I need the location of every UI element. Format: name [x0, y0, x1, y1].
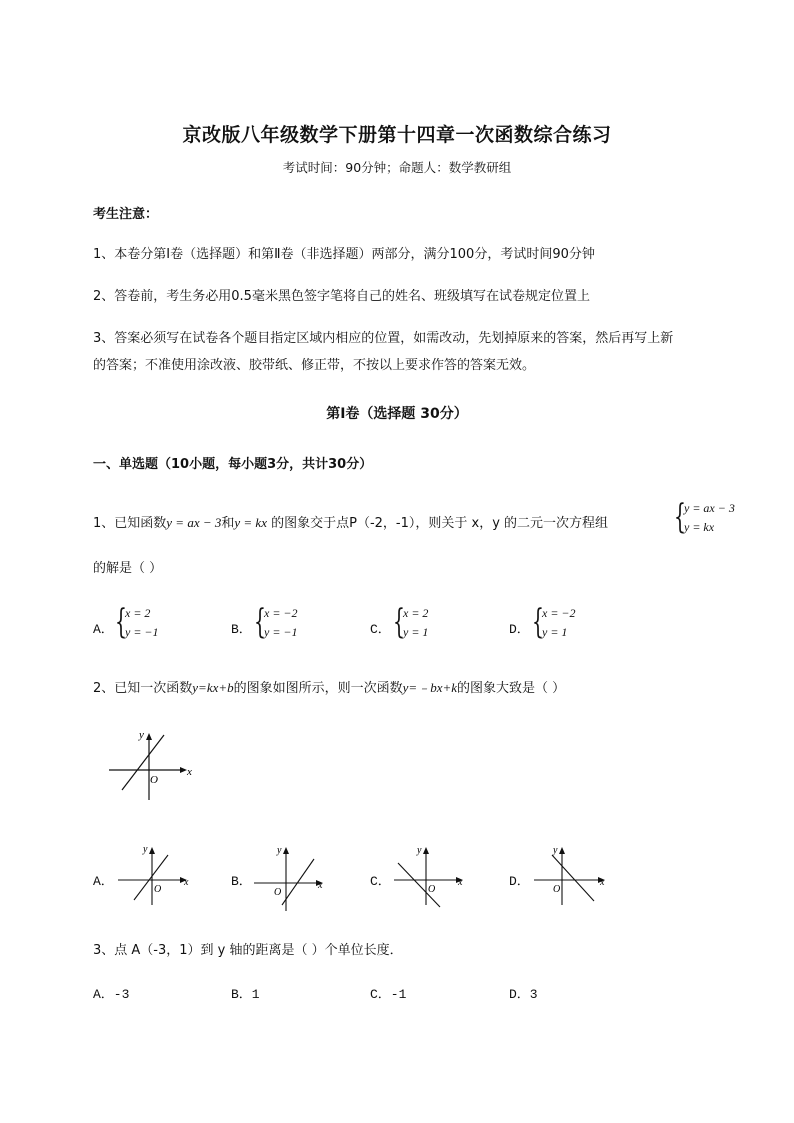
- q2-middle-text: 的图象如图所示，则一次函数: [233, 681, 403, 696]
- notice-item-2: 2、答卷前，考生务必用0.5毫米黑色签字笔将自己的姓名、班级填写在试卷规定位置上: [93, 289, 590, 304]
- q2-function-2: y=﹣bx+k: [402, 680, 458, 695]
- notice-item-3-line-1: 3、答案必须写在试卷各个题目指定区域内相应的位置，如需改动，先划掉原来的答案，然后再写上新: [93, 331, 674, 346]
- notice-heading: 考生注意：: [93, 207, 159, 222]
- part-1-title: 第I卷（选择题 30分）: [326, 406, 468, 422]
- brace-icon: {: [115, 602, 127, 642]
- q1-option-b-line-2: y = −1: [264, 625, 298, 639]
- y-axis-arrow-icon: [149, 847, 155, 854]
- q2-option-a-graph[interactable]: [116, 843, 192, 909]
- y-axis-label: y: [139, 729, 144, 741]
- notice-item-1: 1、本卷分第I卷（选择题）和第Ⅱ卷（非选择题）两部分，满分100分，考试时间90分钟: [93, 247, 595, 262]
- y-axis-arrow-icon: [146, 733, 152, 740]
- q2-option-d-graph[interactable]: [532, 843, 612, 909]
- brace-icon: {: [532, 602, 544, 642]
- y-axis-arrow-icon: [423, 847, 429, 854]
- brace-icon: {: [254, 602, 266, 642]
- origin-label: O: [553, 884, 561, 895]
- brace-icon: {: [674, 497, 686, 537]
- q1-option-c-label[interactable]: C．: [370, 622, 391, 637]
- q2-given-graph: [105, 728, 195, 803]
- q1-option-b-system[interactable]: [254, 602, 298, 642]
- function-line: [282, 859, 314, 905]
- q1-option-c-line-2: y = 1: [403, 625, 429, 639]
- q1-prefix: 1、已知函数: [93, 516, 167, 531]
- q2-suffix: 的图象大致是（ ）: [457, 681, 566, 696]
- y-axis-label: y: [553, 845, 558, 856]
- q1-function-2: y = kx: [234, 515, 267, 530]
- q1-option-c-line-1: x = 2: [403, 606, 429, 620]
- q1-option-d-system[interactable]: [532, 602, 576, 642]
- q3-option-d[interactable]: D．3: [509, 987, 538, 1002]
- y-axis-arrow-icon: [283, 847, 289, 854]
- origin-label: O: [154, 884, 162, 895]
- origin-label: O: [274, 887, 282, 898]
- q1-option-d-line-1: x = −2: [542, 606, 576, 620]
- origin-label: O: [428, 884, 436, 895]
- q1-option-a-line-1: x = 2: [125, 606, 151, 620]
- q1-option-c-system[interactable]: [393, 602, 429, 642]
- x-axis-label: x: [318, 880, 323, 891]
- y-axis-label: y: [143, 844, 148, 855]
- q1-and: 和: [221, 516, 235, 531]
- question-1-stem: [93, 512, 608, 531]
- function-line: [134, 855, 168, 900]
- y-axis-label: y: [417, 845, 422, 856]
- notice-item-3-line-2: 的答案；不准使用涂改液、胶带纸、修正带，不按以上要求作答的答案无效。: [93, 358, 536, 373]
- q1-option-d-label[interactable]: D．: [509, 622, 530, 637]
- q1-option-a-system[interactable]: [115, 602, 159, 642]
- q1-option-a-label[interactable]: A．: [93, 622, 114, 637]
- question-3-stem: 3、点 A（-3，1）到 y 轴的距离是（ ）个单位长度．: [93, 943, 403, 958]
- q2-option-c-label[interactable]: C．: [370, 874, 391, 889]
- x-axis-label: x: [184, 877, 189, 888]
- x-axis-label: x: [600, 877, 605, 888]
- q2-option-c-graph[interactable]: [392, 843, 468, 909]
- page-subtitle: 考试时间：90分钟；命题人：数学教研组: [282, 160, 512, 175]
- x-axis-arrow-icon: [180, 767, 187, 773]
- y-axis-arrow-icon: [559, 847, 565, 854]
- q1-function-1: y = ax − 3: [166, 515, 222, 530]
- brace-icon: {: [393, 602, 405, 642]
- q2-prefix: 2、已知一次函数: [93, 681, 193, 696]
- y-axis-label: y: [277, 845, 282, 856]
- q1-equation-system: [674, 497, 735, 537]
- q1-suffix: 的解是（ ）: [93, 561, 163, 576]
- x-axis-label: x: [458, 877, 463, 888]
- q1-middle-text: 的图象交于点P（-2，-1），则关于 x，y 的二元一次方程组: [271, 516, 609, 531]
- q2-option-d-label[interactable]: D．: [509, 874, 530, 889]
- section-heading: 一、单选题（10小题，每小题3分，共计30分）: [93, 457, 373, 472]
- page-title: 京改版八年级数学下册第十四章一次函数综合练习: [182, 124, 612, 146]
- q3-option-a[interactable]: A．-3: [93, 987, 130, 1002]
- q1-option-b-line-1: x = −2: [264, 606, 298, 620]
- x-axis-label: x: [187, 766, 192, 778]
- q3-option-b[interactable]: B．1: [231, 987, 260, 1002]
- q1-system-line-1: y = ax − 3: [684, 501, 735, 515]
- q1-option-b-label[interactable]: B．: [231, 622, 252, 637]
- q2-option-b-label[interactable]: B．: [231, 874, 252, 889]
- q2-option-b-graph[interactable]: [252, 843, 328, 913]
- q1-system-line-2: y = kx: [684, 520, 715, 534]
- q3-option-c[interactable]: C．-1: [370, 987, 407, 1002]
- q2-function-1: y=kx+b: [192, 680, 234, 695]
- q1-option-d-line-2: y = 1: [542, 625, 568, 639]
- question-2-stem: [93, 677, 565, 696]
- q1-option-a-line-2: y = −1: [125, 625, 159, 639]
- origin-label: O: [150, 774, 158, 786]
- q2-option-a-label[interactable]: A．: [93, 874, 114, 889]
